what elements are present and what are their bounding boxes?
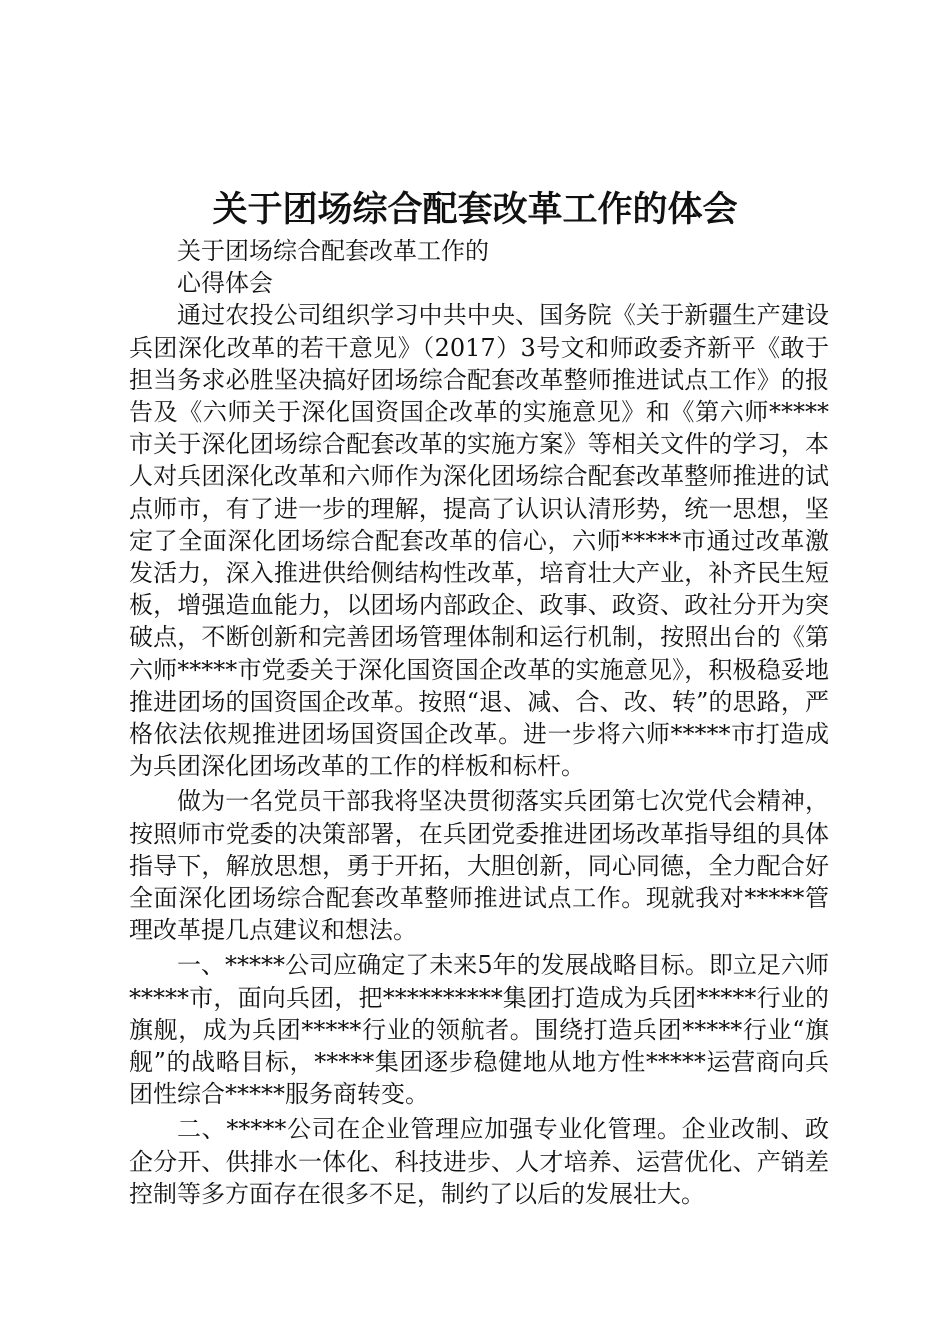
document-title: 关于团场综合配套改革工作的体会 [212, 190, 738, 230]
paragraph-4: 二、*****公司在企业管理应加强专业化管理。企业改制、政企分开、供排水一体化、科技进步、人才培养、运营优化、产销差控制等多方面存在很多不足，制约了以后的发展壮大。 [129, 1115, 829, 1208]
paragraph-1: 通过农投公司组织学习中共中央、国务院《关于新疆生产建设兵团深化改革的若干意见》（2017）3号文和师政委齐新平《敢于担当务求必胜坚决搞好团场综合配套改革整师推进试点工作》的报告及《六师关于深化国资国企改革的实施意见》和《第六师*****市关于深化团场综合配套改革的实施方案》等相关文件的学习，本人对兵团深化改革和六师作为深化团场综合配套改革整师推进的试点师市，有了进一步的理解，提高了认识认清形势，统一思想，坚定了全面深化团场综合配套改革的信心，六师*****市通过改革激发活力，深入推进供给侧结构性改革，培育壮大产业，补齐民生短板，增强造血能力，以团场内部政企、政事、政资、政社分开为突破点，不断创新和完善团场管理体制和运行机制，按照出台的《第六师*****市党委关于深化国资国企改革的实施意见》，积极稳妥地推进团场的国资国企改革。按照“退、减、合、改、转”的思路，严格依法依规推进团场国资国企改革。进一步将六师*****市打造成为兵团深化团场改革的工作的样板和标杆。 [129, 301, 829, 781]
document-body [129, 235, 829, 1210]
paragraph-2: 做为一名党员干部我将坚决贯彻落实兵团第七次党代会精神，按照师市党委的决策部署，在兵团党委推进团场改革指导组的具体指导下，解放思想，勇于开拓，大胆创新，同心同德，全力配合好全面深化团场综合配套改革整师推进试点工作。现就我对*****管理改革提几点建议和想法。 [129, 787, 829, 945]
paragraph-3: 一、*****公司应确定了未来5年的发展战略目标。即立足六师*****市，面向兵团，把**********集团打造成为兵团*****行业的旗舰，成为兵团*****行业的领航者。围绕打造兵团*****行业“旗舰”的战略目标，*****集团逐步稳健地从地方性*****运营商向兵团性综合*****服务商转变。 [129, 951, 829, 1109]
subtitle-line-2: 心得体会 [177, 269, 273, 298]
subtitle-line-1: 关于团场综合配套改革工作的 [177, 237, 489, 265]
